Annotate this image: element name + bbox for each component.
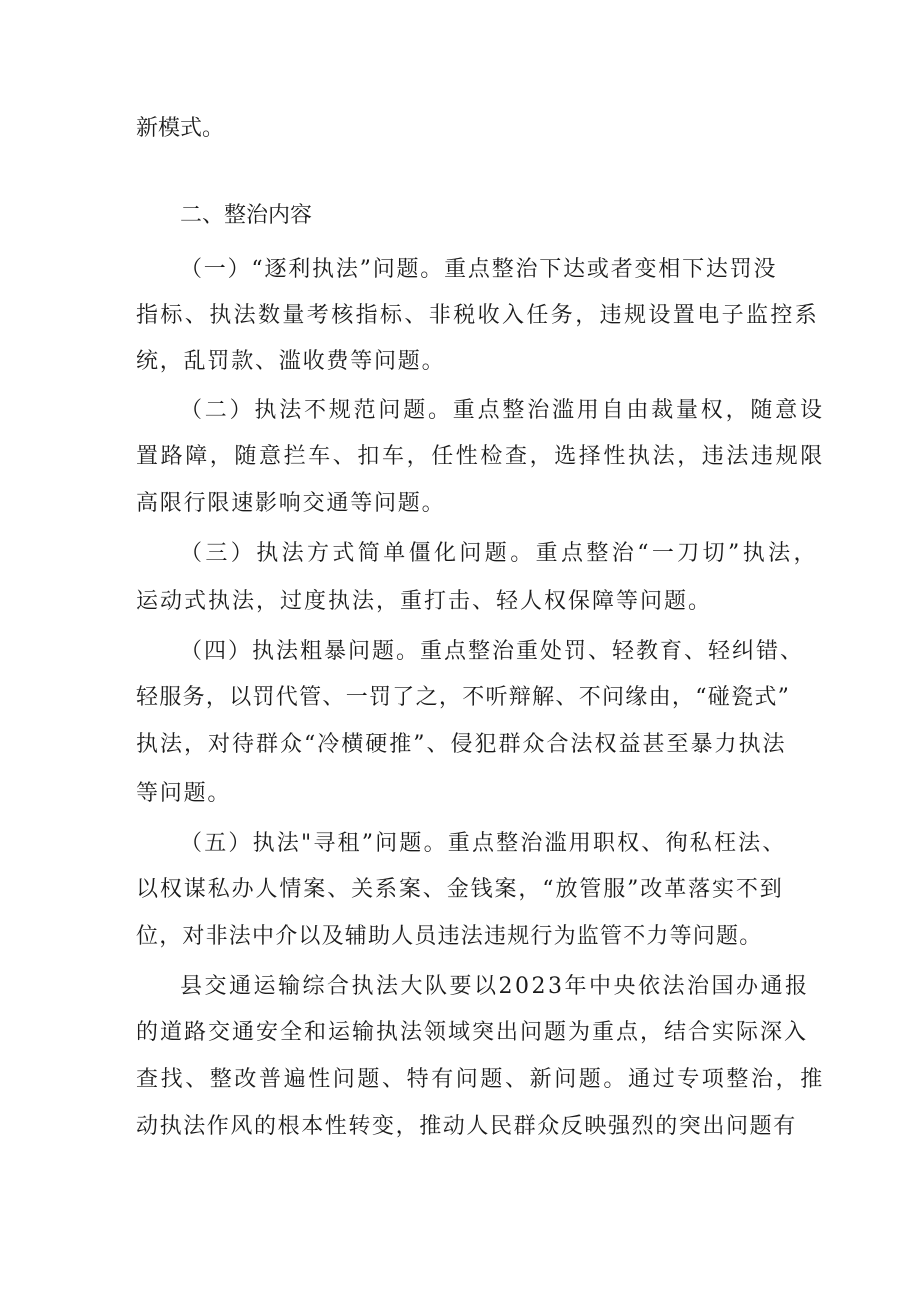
paragraph-line: （三）执法方式简单僵化问题。重点整治“一刀切”执法， <box>180 541 819 566</box>
paragraph-line: 高限行限速影响交通等问题。 <box>136 491 446 516</box>
paragraph-line: 统，乱罚款、滥收费等问题。 <box>136 349 446 374</box>
paragraph-line: 置路障，随意拦车、扣车，任性检查，选择性执法，违法违规限 <box>136 444 825 469</box>
paragraph-line: 等问题。 <box>136 781 232 806</box>
paragraph-line: 以权谋私办人情案、关系案、金钱案，“放管服”改革落实不到 <box>136 877 784 902</box>
paragraph-line: 县交通运输综合执法大队要以2023年中央依法治国办通报 <box>180 974 810 999</box>
paragraph-line: （一）“逐利执法”问题。重点整治下达或者变相下达罚没 <box>180 257 778 282</box>
paragraph-line: 运动式执法，过度执法，重打击、轻人权保障等问题。 <box>136 589 713 614</box>
section-heading: 二、整治内容 <box>180 203 313 228</box>
text-line: 新模式。 <box>136 116 225 141</box>
paragraph-line: 的道路交通安全和运输执法领域突出问题为重点，结合实际深入 <box>136 1020 809 1045</box>
paragraph-line: （二）执法不规范问题。重点整治滥用自由裁量权，随意设 <box>180 398 825 423</box>
paragraph-line: 查找、整改普遍性问题、特有问题、新问题。通过专项整治，推 <box>136 1067 825 1092</box>
paragraph-line: （四）执法粗暴问题。重点整治重处罚、轻教育、轻纠错、 <box>180 639 805 664</box>
paragraph-line: 指标、执法数量考核指标、非税收入任务，违规设置电子监控系 <box>136 303 820 328</box>
paragraph-line: 轻服务，以罚代管、一罚了之，不听辩解、不问缘由，“碰瓷式” <box>136 685 791 710</box>
paragraph-line: 执法，对待群众“冷横硬推”、侵犯群众合法权益甚至暴力执法 <box>136 732 787 757</box>
paragraph-line: （五）执法"寻租”问题。重点整治滥用职权、徇私枉法、 <box>180 831 787 856</box>
paragraph-line: 动执法作风的根本性转变，推动人民群众反映强烈的突出问题有 <box>136 1114 797 1139</box>
paragraph-line: 位，对非法中介以及辅助人员违法违规行为监管不力等问题。 <box>136 924 763 949</box>
